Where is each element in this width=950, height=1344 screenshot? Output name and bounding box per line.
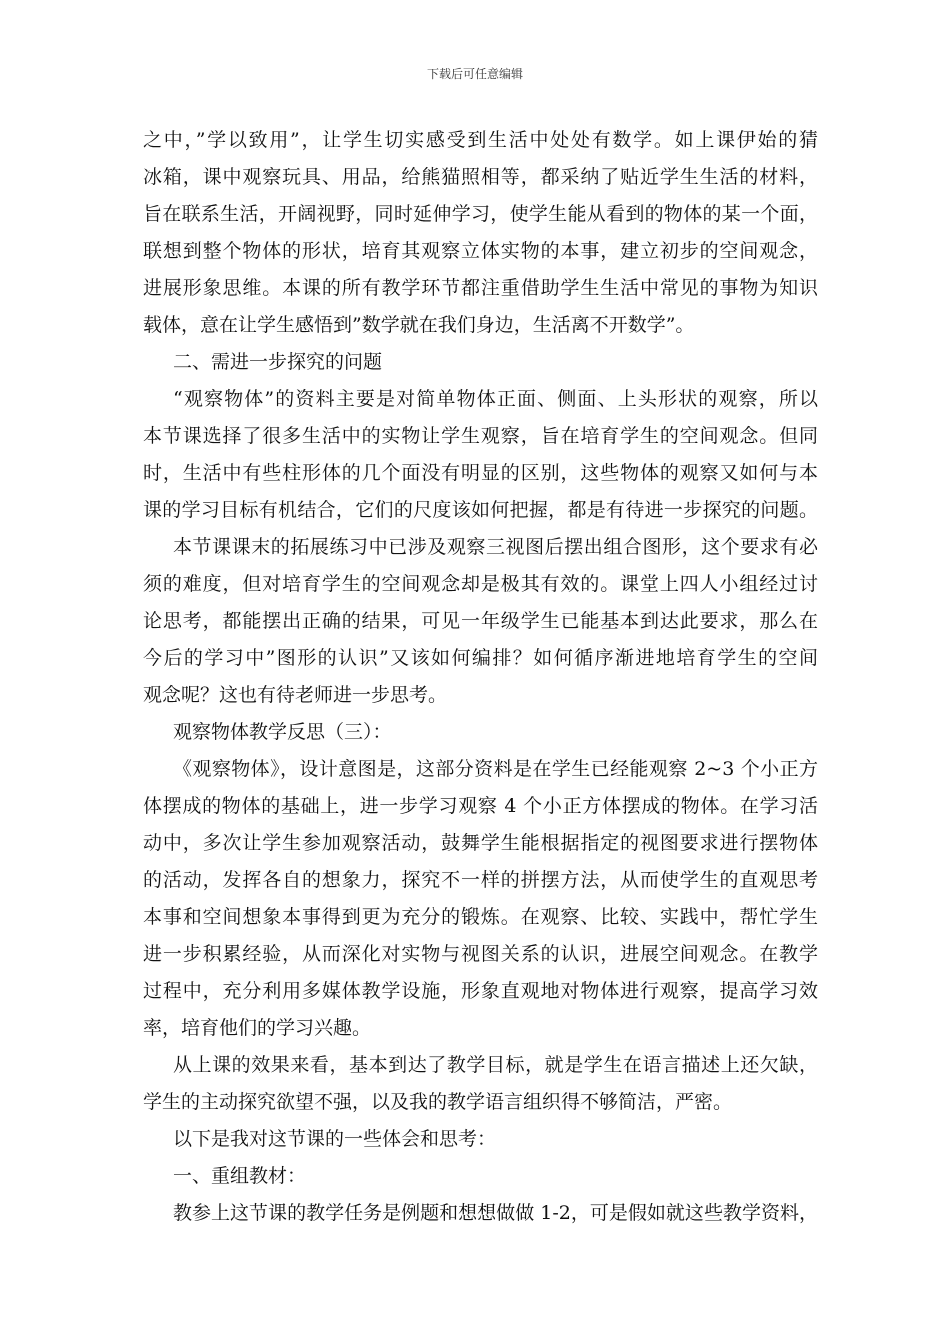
text-line: 一、重组教材：: [173, 1165, 307, 1187]
text-line: 的活动，发挥各自的想象力，探究不一样的拼摆方法，从而使学生的直观思考: [143, 869, 818, 891]
text-line: 教参上这节课的教学任务是例题和想想做做 1-2，可是假如就这些教学资料，: [173, 1202, 818, 1224]
text-line: 本事和空间想象本事得到更为充分的锻炼。在观察、比较、实践中，帮忙学生: [143, 906, 818, 928]
text-line: 观念呢？这也有待老师进一步思考。: [143, 684, 448, 706]
text-line: 《观察物体》，设计意图是，这部分资料是在学生已经能观察 2~3 个小正方: [173, 758, 818, 780]
text-line: 观察物体教学反思（三）：: [173, 721, 392, 743]
text-line: 本节课课末的拓展练习中已涉及观察三视图后摆出组合图形，这个要求有必: [173, 536, 818, 558]
text-line: 过程中，充分利用多媒体教学设施，形象直观地对物体进行观察，提高学习效: [143, 980, 818, 1002]
text-line: 之中，”学以致用”，让学生切实感受到生活中处处有数学。如上课伊始的猜: [143, 129, 818, 151]
text-line: 旨在联系生活，开阔视野，同时延伸学习，使学生能从看到的物体的某一个面，: [143, 203, 818, 225]
page-header: 下载后可任意编辑: [426, 67, 523, 81]
text-line: 进展形象思维。本课的所有教学环节都注重借助学生生活中常见的事物为知识: [143, 277, 818, 299]
text-line: 本节课选择了很多生活中的实物让学生观察，旨在培育学生的空间观念。但同: [143, 425, 818, 447]
text-line: 进一步积累经验，从而深化对实物与视图关系的认识，进展空间观念。在教学: [143, 943, 818, 965]
text-line: “观察物体”的资料主要是对简单物体正面、侧面、上头形状的观察，所以: [173, 388, 818, 410]
text-line: 冰箱，课中观察玩具、用品，给熊猫照相等，都采纳了贴近学生生活的材料，: [143, 166, 818, 188]
text-line: 率，培育他们的学习兴趣。: [143, 1017, 372, 1039]
text-line: 课的学习目标有机结合，它们的尺度该如何把握，都是有待进一步探究的问题。: [143, 499, 818, 521]
text-line: 时，生活中有些柱形体的几个面没有明显的区别，这些物体的观察又如何与本: [143, 462, 818, 484]
text-line: 今后的学习中”图形的认识”又该如何编排？如何循序渐进地培育学生的空间: [143, 647, 818, 669]
text-line: 载体，意在让学生感悟到”数学就在我们身边，生活离不开数学”。: [143, 314, 695, 336]
text-line: 以下是我对这节课的一些体会和思考：: [173, 1128, 497, 1150]
text-line: 论思考，都能摆出正确的结果，可见一年级学生已能基本到达此要求，那么在: [143, 610, 818, 632]
text-line: 体摆成的物体的基础上，进一步学习观察 4 个小正方体摆成的物体。在学习活: [143, 795, 818, 817]
text-line: 动中，多次让学生参加观察活动，鼓舞学生能根据指定的视图要求进行摆物体: [143, 832, 818, 854]
text-line: 从上课的效果来看，基本到达了教学目标，就是学生在语言描述上还欠缺，: [173, 1054, 818, 1076]
text-line: 联想到整个物体的形状，培育其观察立体实物的本事，建立初步的空间观念，: [143, 240, 818, 262]
text-line: 二、需进一步探究的问题: [173, 351, 383, 373]
text-line: 学生的主动探究欲望不强，以及我的教学语言组织得不够简洁，严密。: [143, 1091, 733, 1113]
document-body: [143, 122, 818, 1232]
text-line: 须的难度，但对培育学生的空间观念却是极其有效的。课堂上四人小组经过讨: [143, 573, 818, 595]
